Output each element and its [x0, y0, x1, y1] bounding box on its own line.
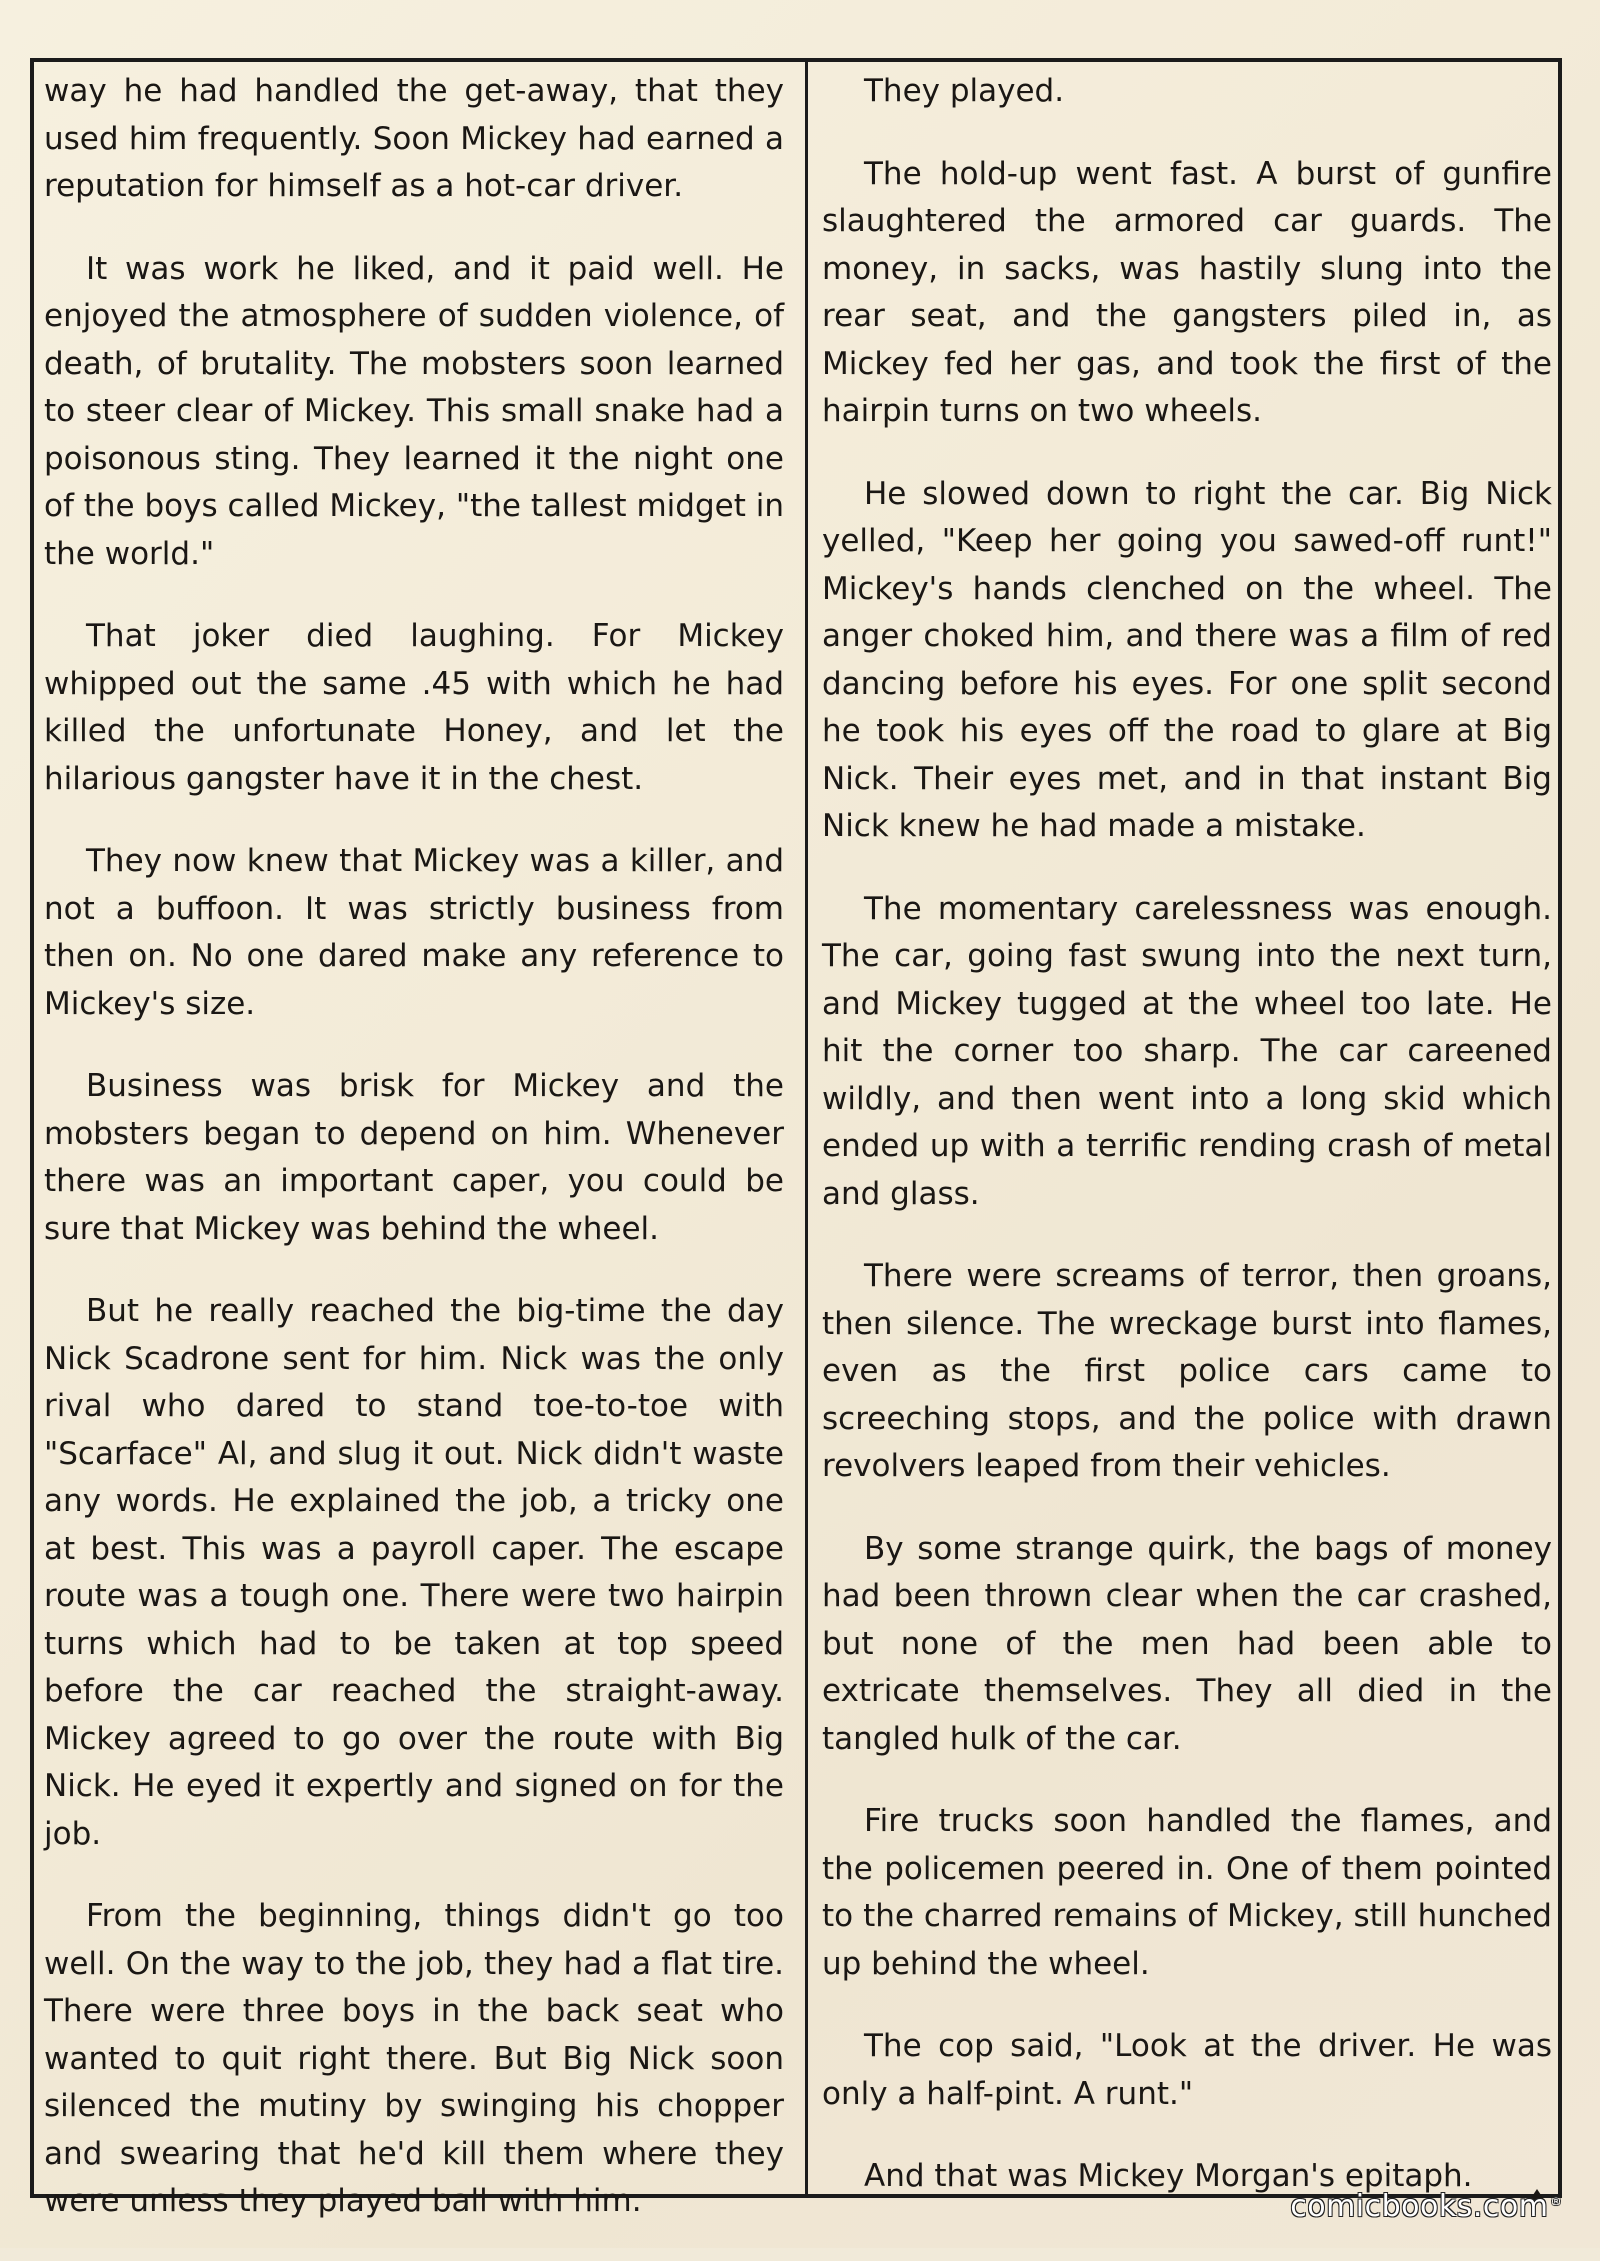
right-text-column	[822, 68, 1552, 2236]
story-paragraph: He slowed down to right the car. Big Nick yelled, "Keep her going you sawed-off runt!" Mickey's hands clenched on the wheel. The anger choked him, and there was a film of red dancing before his eyes. For one split second he took his eyes off the road to glare at Big Nick. Their eyes met, and in that instant Big Nick knew he had made a mistake.	[822, 475, 1552, 844]
epitaph-text: And that was Mickey Morgan's epitaph.	[864, 2158, 1473, 2194]
watermark-trademark: ®	[1550, 2195, 1562, 2208]
story-paragraph: The momentary carelessness was enough. The car, going fast swung into the next turn, and Mickey tugged at the wheel too late. He hit the corner too sharp. The car careened wildly, and then went into a long skid which ended up with a terrific rending crash of metal and glass.	[822, 890, 1552, 1212]
story-paragraph: By some strange quirk, the bags of money had been thrown clear when the car crashed, but none of the men had been able to extricate themselves. They all died in the tangled hulk of the car.	[822, 1530, 1552, 1757]
story-paragraph: The cop said, "Look at the driver. He was only a half-pint. A runt."	[822, 2028, 1552, 2112]
watermark-text: comicbooks.com	[1290, 2189, 1549, 2224]
story-paragraph: Business was brisk for Mickey and the mobsters began to depend on him. Whenever there was an important caper, you could be sure that Mickey was behind the wheel.	[44, 1068, 784, 1247]
story-paragraph: From the beginning, things didn't go too well. On the way to the job, they had a flat tire. There were three boys in the back seat who wanted to quit right there. But Big Nick soon silenced the mutiny by swinging his chopper and swearing that he'd kill them where they were unless they played ball with him.	[44, 1898, 784, 2219]
story-paragraph: That joker died laughing. For Mickey whipped out the same .45 with which he had killed the unfortunate Honey, and let the hilarious gangster have it in the chest.	[44, 618, 784, 797]
story-paragraph: The hold-up went fast. A burst of gunfire slaughtered the armored car guards. The money, in sacks, was hastily slung into the rear seat, and the gangsters piled in, as Mickey fed her gas, and took the first of the hairpin turns on two wheels.	[822, 155, 1552, 429]
left-text-column	[44, 68, 784, 2261]
end-of-story-mark-icon	[1485, 2170, 1505, 2186]
story-paragraph: But he really reached the big-time the day Nick Scadrone sent for him. Nick was the only rival who dared to stand toe-to-toe with "Scarface" Al, and slug it out. Nick didn't waste any words. He explained the job, a tricky one at best. This was a payroll caper. The escape route was a tough one. There were two hairpin turns which had to be taken at top speed before the car reached the straight-away. Mickey agreed to go over the route with Big Nick. He eyed it expertly and signed on for the job.	[44, 1293, 784, 1852]
story-paragraph: They now knew that Mickey was a killer, and not a buffoon. It was strictly business from then on. No one dared make any reference to Mickey's size.	[44, 843, 784, 1022]
story-paragraph: There were screams of terror, then groans, then silence. The wreckage burst into flames, even as the first police cars came to screeching stops, and the police with drawn revolvers leaped from their vehicles.	[822, 1258, 1552, 1484]
story-paragraph: They played.	[864, 73, 1065, 109]
column-divider	[805, 62, 808, 2194]
story-paragraph: It was work he liked, and it paid well. He enjoyed the atmosphere of sudden violence, of death, of brutality. The mobsters soon learned to steer clear of Mickey. This small snake had a poisonous sting. They learned it the night one of the boys called Mickey, "the tallest midget in the world."	[44, 250, 784, 572]
site-watermark	[1290, 2189, 1562, 2224]
story-paragraph: way he had handled the get-away, that they used him frequently. Soon Mickey had earned a reputation for himself as a hot-car driver.	[44, 73, 784, 204]
story-paragraph: Fire trucks soon handled the flames, and the policemen peered in. One of them pointed to the charred remains of Mickey, still hunched up behind the wheel.	[822, 1803, 1552, 1982]
